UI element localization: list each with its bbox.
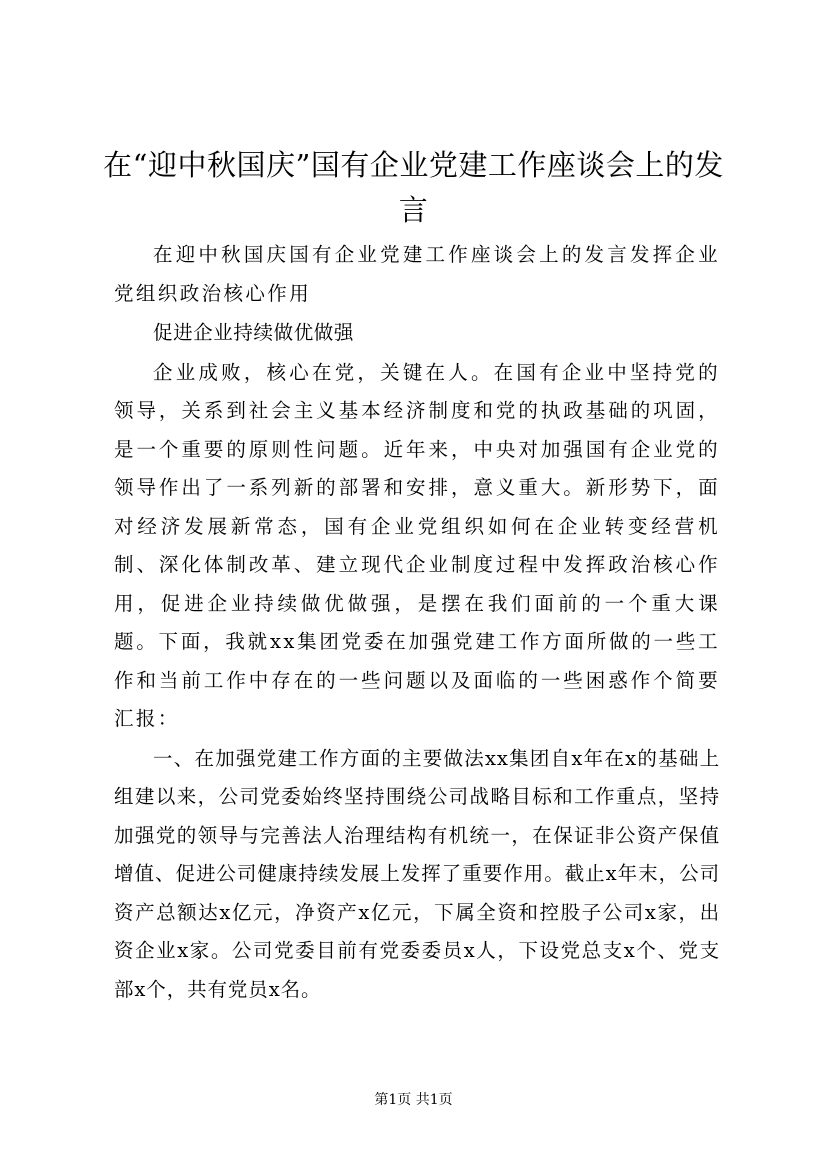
- document-title: 在“迎中秋国庆”国有企业党建工作座谈会上的发言: [103, 148, 724, 227]
- page-footer: 第1页 共1页: [374, 1092, 453, 1108]
- document-body: [114, 236, 720, 1009]
- paragraph-main-practices: 一、在加强党建工作方面的主要做法xx集团自x年在x的基础上组建以来，公司党委始终坚持围绕公司战略目标和工作重点，坚持加强党的领导与完善法人治理结构有机统一，在保证非公资产保值增值、促进公司健康持续发展上发挥了重要作用。截止x年末，公司资产总额达x亿元，净资产x亿元，下属全资和控股子公司x家，出资企业x家。公司党委目前有党委委员x人，下设党总支x个、党支部x个，共有党员x名。: [114, 746, 720, 1001]
- paragraph-background: 企业成败，核心在党，关键在人。在国有企业中坚持党的领导，关系到社会主义基本经济制度和党的执政基础的巩固，是一个重要的原则性问题。近年来，中央对加强国有企业党的领导作出了一系列新的部署和安排，意义重大。新形势下，面对经济发展新常态，国有企业党组织如何在企业转变经营机制、深化体制改革、建立现代企业制度过程中发挥政治核心作用，促进企业持续做优做强，是摆在我们面前的一个重大课题。下面，我就xx集团党委在加强党建工作方面所做的一些工作和当前工作中存在的一些问题以及面临的一些困惑作个简要汇报：: [114, 360, 720, 730]
- paragraph-intro: 在迎中秋国庆国有企业党建工作座谈会上的发言发挥企业党组织政治核心作用: [114, 243, 720, 305]
- paragraph-subtitle: 促进企业持续做优做强: [153, 321, 355, 344]
